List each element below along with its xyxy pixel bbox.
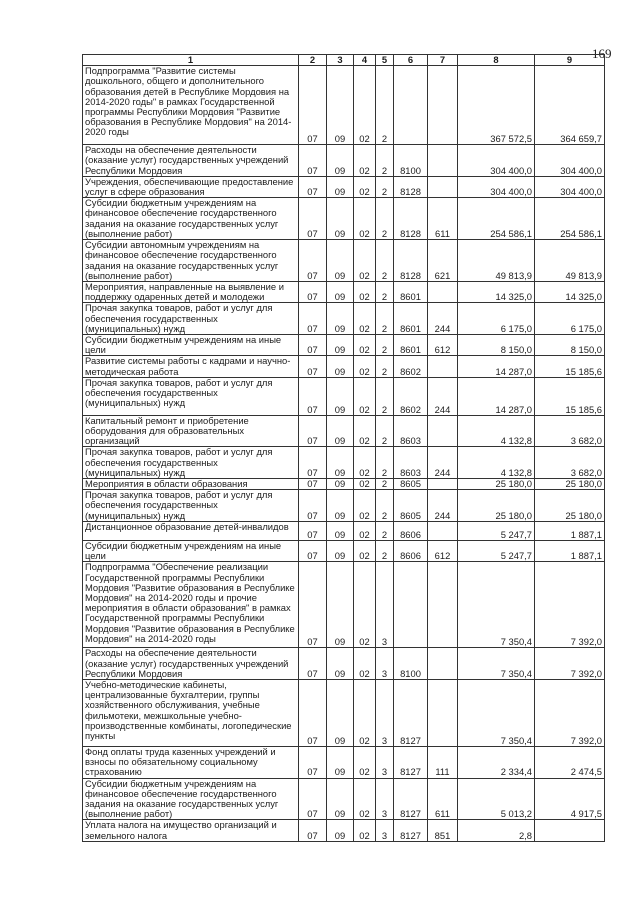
code-target: 8127 (394, 820, 428, 841)
amount-year-2: 1 887,1 (535, 521, 605, 540)
amount-year-1: 5 247,7 (458, 540, 535, 561)
code-program: 02 (354, 778, 376, 820)
row-name: Развитие системы работы с кадрами и научно-методическая работа (83, 356, 299, 377)
code-subsection: 09 (327, 415, 354, 447)
amount-year-1: 14 325,0 (458, 282, 535, 303)
code-subprogram: 2 (376, 377, 394, 415)
code-target (394, 562, 428, 648)
code-subsection: 09 (327, 176, 354, 197)
code-subsection: 09 (327, 282, 354, 303)
column-header: 6 (394, 55, 428, 66)
code-expense-type: 611 (428, 198, 458, 240)
column-header: 1 (83, 55, 299, 66)
table-row (83, 377, 605, 415)
amount-year-2: 4 917,5 (535, 778, 605, 820)
code-target: 8605 (394, 479, 428, 490)
code-section: 07 (299, 479, 327, 490)
code-program: 02 (354, 562, 376, 648)
code-subsection: 09 (327, 540, 354, 561)
code-section: 07 (299, 356, 327, 377)
code-subprogram: 2 (376, 145, 394, 177)
amount-year-1: 5 247,7 (458, 521, 535, 540)
code-section: 07 (299, 521, 327, 540)
amount-year-2: 25 180,0 (535, 490, 605, 522)
code-subprogram: 2 (376, 356, 394, 377)
code-target: 8601 (394, 303, 428, 335)
code-program: 02 (354, 415, 376, 447)
code-section: 07 (299, 415, 327, 447)
column-header: 8 (458, 55, 535, 66)
code-subsection: 09 (327, 198, 354, 240)
row-name: Мероприятия, направленные на выявление и поддержку одаренных детей и молодежи (83, 282, 299, 303)
row-name: Субсидии бюджетным учреждениям на финансовое обеспечение государственного задания на оказание государственных услуг (выполнение работ) (83, 198, 299, 240)
code-program: 02 (354, 303, 376, 335)
table-row (83, 778, 605, 820)
code-program: 02 (354, 679, 376, 746)
amount-year-1: 5 013,2 (458, 778, 535, 820)
code-section: 07 (299, 540, 327, 561)
code-section: 07 (299, 377, 327, 415)
table-row (83, 335, 605, 356)
code-subprogram: 3 (376, 562, 394, 648)
code-program: 02 (354, 746, 376, 778)
code-section: 07 (299, 176, 327, 197)
code-expense-type (428, 415, 458, 447)
amount-year-2: 304 400,0 (535, 145, 605, 177)
amount-year-1: 2,8 (458, 820, 535, 841)
code-subsection: 09 (327, 746, 354, 778)
amount-year-2: 6 175,0 (535, 303, 605, 335)
code-subprogram: 2 (376, 176, 394, 197)
code-expense-type (428, 176, 458, 197)
amount-year-2: 49 813,9 (535, 240, 605, 282)
code-subprogram: 2 (376, 282, 394, 303)
table-row (83, 562, 605, 648)
row-name: Субсидии автономным учреждениям на финансовое обеспечение государственного задания на оказание государственных услуг (выполнение работ) (83, 240, 299, 282)
amount-year-2: 14 325,0 (535, 282, 605, 303)
amount-year-2: 25 180,0 (535, 479, 605, 490)
code-subprogram: 2 (376, 303, 394, 335)
code-subprogram: 2 (376, 415, 394, 447)
code-section: 07 (299, 66, 327, 145)
table-row (83, 145, 605, 177)
code-subsection: 09 (327, 778, 354, 820)
code-expense-type: 244 (428, 303, 458, 335)
code-program: 02 (354, 540, 376, 561)
column-header-row (83, 55, 605, 66)
code-expense-type (428, 479, 458, 490)
code-program: 02 (354, 335, 376, 356)
code-section: 07 (299, 648, 327, 680)
table-row (83, 198, 605, 240)
code-expense-type: 612 (428, 540, 458, 561)
amount-year-1: 25 180,0 (458, 490, 535, 522)
amount-year-1: 7 350,4 (458, 648, 535, 680)
amount-year-1: 4 132,8 (458, 447, 535, 479)
amount-year-1: 8 150,0 (458, 335, 535, 356)
amount-year-2: 1 887,1 (535, 540, 605, 561)
code-expense-type (428, 282, 458, 303)
code-expense-type (428, 145, 458, 177)
code-target: 8128 (394, 240, 428, 282)
code-subprogram: 2 (376, 198, 394, 240)
code-expense-type: 244 (428, 377, 458, 415)
amount-year-1: 367 572,5 (458, 66, 535, 145)
table-row (83, 356, 605, 377)
row-name: Фонд оплаты труда казенных учреждений и взносы по обязательному социальному страхованию (83, 746, 299, 778)
code-program: 02 (354, 145, 376, 177)
code-program: 02 (354, 648, 376, 680)
code-expense-type: 111 (428, 746, 458, 778)
code-program: 02 (354, 820, 376, 841)
code-target: 8602 (394, 356, 428, 377)
code-target: 8605 (394, 490, 428, 522)
code-subsection: 09 (327, 562, 354, 648)
column-header: 2 (299, 55, 327, 66)
amount-year-1: 14 287,0 (458, 356, 535, 377)
row-name: Прочая закупка товаров, работ и услуг для обеспечения государственных (муниципальных) нужд (83, 377, 299, 415)
code-target: 8128 (394, 198, 428, 240)
table-row (83, 240, 605, 282)
row-name: Уплата налога на имущество организаций и земельного налога (83, 820, 299, 841)
code-section: 07 (299, 778, 327, 820)
code-subprogram: 3 (376, 679, 394, 746)
code-expense-type (428, 66, 458, 145)
row-name: Мероприятия в области образования (83, 479, 299, 490)
amount-year-2: 7 392,0 (535, 648, 605, 680)
row-name: Подпрограмма "Обеспечение реализации Государственной программы Республики Мордовия "Развитие образования в Республике Мордовия" на 2014-2020 годы и прочие мероприятия в области образования" в рамках Государственной программы Республики Мордовия "Развитие образования в Республике Мордовия" на 2014-2020 годы (83, 562, 299, 648)
row-name: Расходы на обеспечение деятельности (оказание услуг) государственных учреждений Республики Мордовия (83, 145, 299, 177)
table-row (83, 820, 605, 841)
table-row (83, 479, 605, 490)
code-subprogram: 3 (376, 648, 394, 680)
amount-year-1: 4 132,8 (458, 415, 535, 447)
code-expense-type: 851 (428, 820, 458, 841)
code-subsection: 09 (327, 820, 354, 841)
code-subsection: 09 (327, 679, 354, 746)
amount-year-1: 304 400,0 (458, 145, 535, 177)
code-subsection: 09 (327, 303, 354, 335)
code-expense-type (428, 521, 458, 540)
table-row (83, 679, 605, 746)
amount-year-2: 304 400,0 (535, 176, 605, 197)
code-subprogram: 3 (376, 778, 394, 820)
row-name: Дистанционное образование детей-инвалидов (83, 521, 299, 540)
code-section: 07 (299, 198, 327, 240)
row-name: Субсидии бюджетным учреждениям на финансовое обеспечение государственного задания на оказание государственных услуг (выполнение работ) (83, 778, 299, 820)
amount-year-1: 254 586,1 (458, 198, 535, 240)
code-subprogram: 2 (376, 540, 394, 561)
column-header: 7 (428, 55, 458, 66)
row-name: Прочая закупка товаров, работ и услуг для обеспечения государственных (муниципальных) нужд (83, 490, 299, 522)
row-name: Субсидии бюджетным учреждениям на иные цели (83, 335, 299, 356)
code-subprogram: 3 (376, 746, 394, 778)
code-target: 8606 (394, 521, 428, 540)
amount-year-2 (535, 820, 605, 841)
amount-year-1: 14 287,0 (458, 377, 535, 415)
amount-year-2: 2 474,5 (535, 746, 605, 778)
table-row (83, 521, 605, 540)
code-target: 8602 (394, 377, 428, 415)
table-row (83, 176, 605, 197)
table-row (83, 282, 605, 303)
table-row (83, 415, 605, 447)
page-number: 169 (592, 46, 612, 61)
code-expense-type (428, 679, 458, 746)
budget-table (82, 54, 605, 842)
row-name: Прочая закупка товаров, работ и услуг для обеспечения государственных (муниципальных) нужд (83, 447, 299, 479)
code-target: 8100 (394, 145, 428, 177)
code-subprogram: 3 (376, 820, 394, 841)
code-expense-type: 244 (428, 447, 458, 479)
amount-year-2: 7 392,0 (535, 562, 605, 648)
code-program: 02 (354, 521, 376, 540)
code-section: 07 (299, 145, 327, 177)
code-section: 07 (299, 303, 327, 335)
code-subsection: 09 (327, 521, 354, 540)
code-program: 02 (354, 176, 376, 197)
code-target: 8100 (394, 648, 428, 680)
code-target: 8127 (394, 778, 428, 820)
code-subprogram: 2 (376, 335, 394, 356)
code-subsection: 09 (327, 648, 354, 680)
row-name: Расходы на обеспечение деятельности (оказание услуг) государственных учреждений Республики Мордовия (83, 648, 299, 680)
code-program: 02 (354, 356, 376, 377)
code-target: 8128 (394, 176, 428, 197)
code-target: 8601 (394, 335, 428, 356)
table-row (83, 746, 605, 778)
code-subprogram: 2 (376, 66, 394, 145)
row-name: Учебно-методические кабинеты, централизованные бухгалтерии, группы хозяйственного обслуживания, учебные фильмотеки, межшкольные учебно-производственные комбинаты, логопедические пункты (83, 679, 299, 746)
code-section: 07 (299, 282, 327, 303)
code-section: 07 (299, 679, 327, 746)
table-row (83, 648, 605, 680)
amount-year-1: 6 175,0 (458, 303, 535, 335)
table-row (83, 447, 605, 479)
code-section: 07 (299, 820, 327, 841)
code-target: 8127 (394, 679, 428, 746)
amount-year-2: 15 185,6 (535, 377, 605, 415)
code-subsection: 09 (327, 447, 354, 479)
row-name: Капитальный ремонт и приобретение оборудования для образовательных организаций (83, 415, 299, 447)
column-header: 4 (354, 55, 376, 66)
code-subsection: 09 (327, 66, 354, 145)
code-program: 02 (354, 490, 376, 522)
code-subprogram: 2 (376, 490, 394, 522)
amount-year-1: 7 350,4 (458, 562, 535, 648)
amount-year-1: 7 350,4 (458, 679, 535, 746)
code-program: 02 (354, 66, 376, 145)
code-target: 8603 (394, 447, 428, 479)
code-expense-type: 612 (428, 335, 458, 356)
row-name: Учреждения, обеспечивающие предоставление услуг в сфере образования (83, 176, 299, 197)
code-expense-type: 244 (428, 490, 458, 522)
code-subsection: 09 (327, 377, 354, 415)
row-name: Субсидии бюджетным учреждениям на иные цели (83, 540, 299, 561)
code-subsection: 09 (327, 356, 354, 377)
amount-year-1: 25 180,0 (458, 479, 535, 490)
code-subprogram: 2 (376, 479, 394, 490)
amount-year-2: 254 586,1 (535, 198, 605, 240)
code-expense-type (428, 562, 458, 648)
code-subsection: 09 (327, 479, 354, 490)
code-subprogram: 2 (376, 240, 394, 282)
code-target: 8601 (394, 282, 428, 303)
code-subsection: 09 (327, 240, 354, 282)
code-subprogram: 2 (376, 521, 394, 540)
code-subsection: 09 (327, 490, 354, 522)
table-row (83, 490, 605, 522)
code-program: 02 (354, 377, 376, 415)
amount-year-2: 15 185,6 (535, 356, 605, 377)
code-expense-type: 621 (428, 240, 458, 282)
code-section: 07 (299, 335, 327, 356)
column-header: 9 (535, 55, 605, 66)
amount-year-2: 8 150,0 (535, 335, 605, 356)
amount-year-1: 304 400,0 (458, 176, 535, 197)
code-program: 02 (354, 479, 376, 490)
amount-year-1: 49 813,9 (458, 240, 535, 282)
code-program: 02 (354, 240, 376, 282)
column-header: 3 (327, 55, 354, 66)
code-section: 07 (299, 490, 327, 522)
code-target: 8603 (394, 415, 428, 447)
amount-year-1: 2 334,4 (458, 746, 535, 778)
row-name: Прочая закупка товаров, работ и услуг для обеспечения государственных (муниципальных) нужд (83, 303, 299, 335)
amount-year-2: 3 682,0 (535, 447, 605, 479)
column-header: 5 (376, 55, 394, 66)
code-section: 07 (299, 240, 327, 282)
code-subprogram: 2 (376, 447, 394, 479)
table-row (83, 66, 605, 145)
code-program: 02 (354, 198, 376, 240)
table-row (83, 303, 605, 335)
code-program: 02 (354, 447, 376, 479)
amount-year-2: 7 392,0 (535, 679, 605, 746)
code-subsection: 09 (327, 335, 354, 356)
table-row (83, 540, 605, 561)
amount-year-2: 364 659,7 (535, 66, 605, 145)
code-expense-type (428, 356, 458, 377)
code-section: 07 (299, 562, 327, 648)
row-name: Подпрограмма "Развитие системы дошкольного, общего и дополнительного образования детей в Республике Мордовия на 2014-2020 годы" в рамках Государственной программы Республики Мордовия "Развитие образования в Республике Мордовия" на 2014-2020 годы (83, 66, 299, 145)
code-section: 07 (299, 447, 327, 479)
code-expense-type (428, 648, 458, 680)
code-section: 07 (299, 746, 327, 778)
code-program: 02 (354, 282, 376, 303)
code-target (394, 66, 428, 145)
amount-year-2: 3 682,0 (535, 415, 605, 447)
code-target: 8606 (394, 540, 428, 561)
code-target: 8127 (394, 746, 428, 778)
code-subsection: 09 (327, 145, 354, 177)
code-expense-type: 611 (428, 778, 458, 820)
